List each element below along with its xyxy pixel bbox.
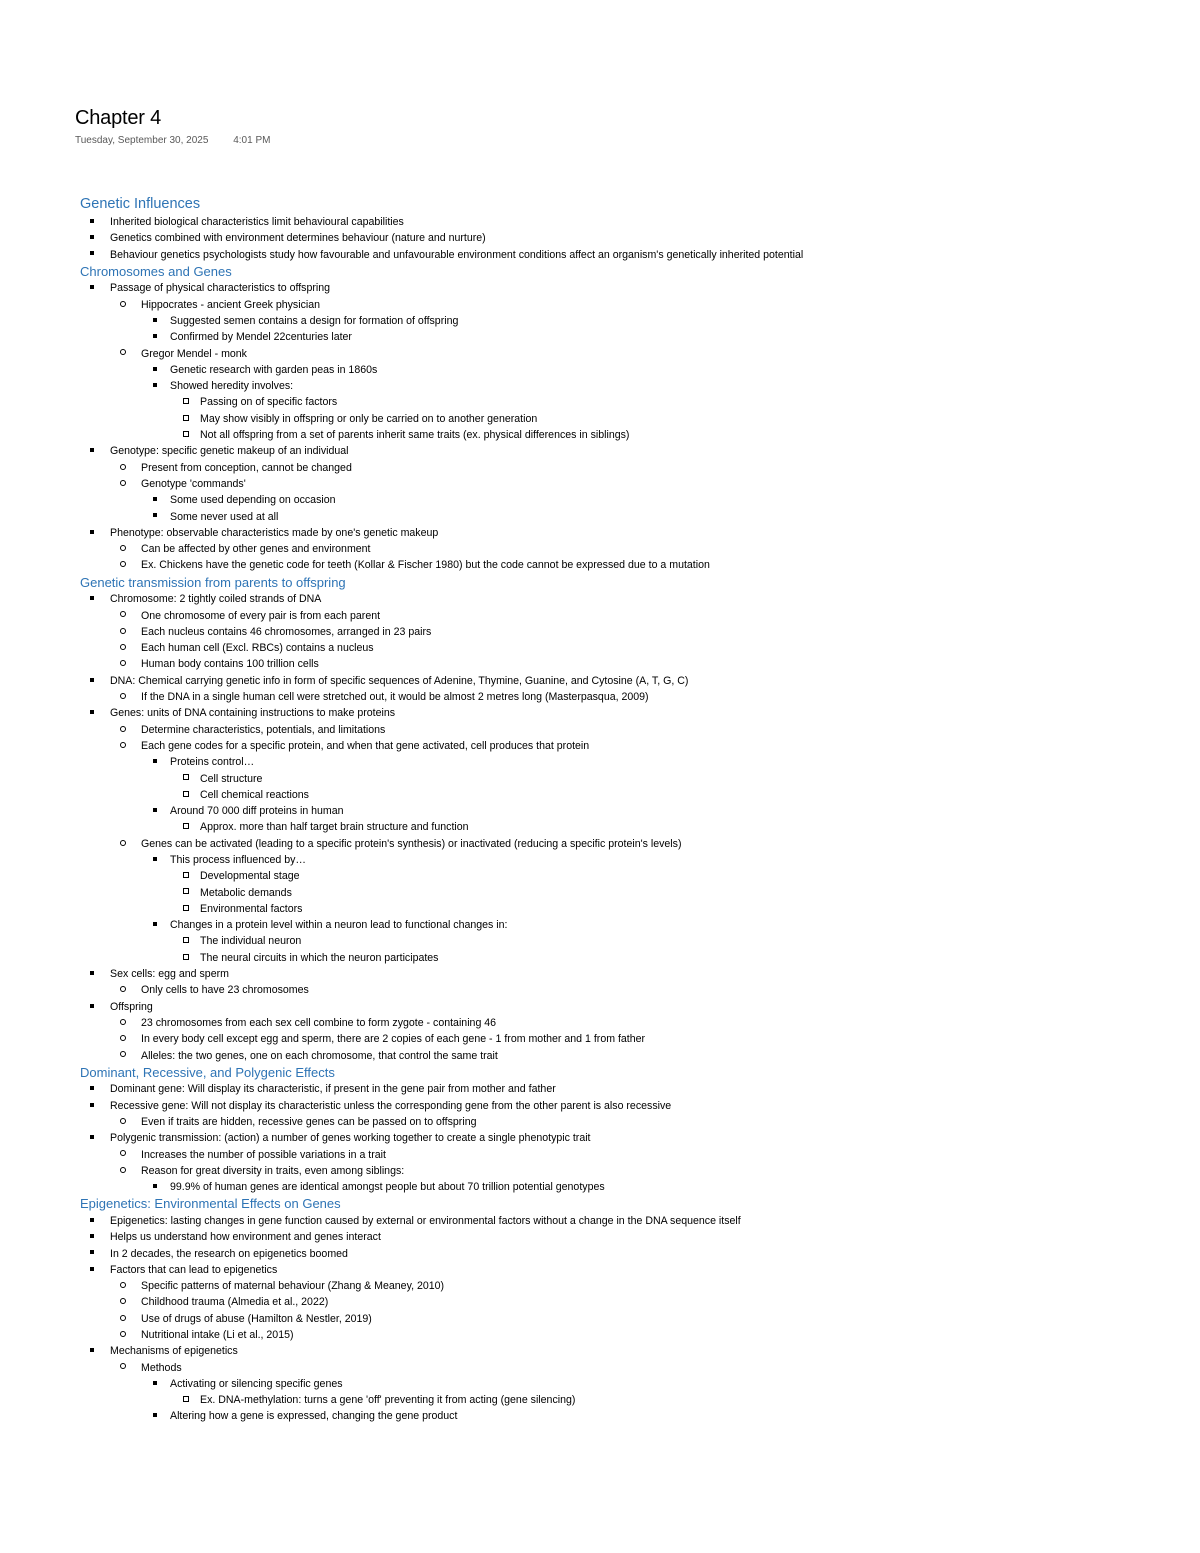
list-item[interactable]: [80, 297, 1140, 313]
list-item-text: Nutritional intake (Li et al., 2015): [141, 1329, 294, 1341]
list-item-text: Genetic research with garden peas in 1860s: [170, 363, 378, 376]
list-item[interactable]: [80, 836, 1140, 852]
list-item[interactable]: [80, 230, 1140, 246]
circle-bullet-icon: [120, 346, 126, 362]
list-item[interactable]: [80, 885, 1140, 901]
list-item[interactable]: [80, 966, 1140, 982]
bullet-shape: [90, 235, 94, 239]
square-bullet-icon: [90, 525, 94, 541]
bullet-shape: [90, 530, 94, 534]
square-bullet-icon: [153, 917, 157, 933]
list-item-text: Each nucleus contains 46 chromosomes, arranged in 23 pairs: [141, 625, 432, 638]
list-item[interactable]: [80, 1343, 1140, 1359]
square-bullet-icon: [90, 1246, 94, 1262]
circle-bullet-icon: [120, 608, 126, 624]
bullet-shape: [120, 693, 126, 699]
list-item-text: One chromosome of every pair is from each parent: [141, 609, 381, 622]
list-item-text: Helps us understand how environment and genes interact: [110, 1231, 381, 1244]
list-item-text: Methods: [141, 1361, 182, 1374]
list-item[interactable]: [80, 1163, 1140, 1179]
bullet-shape: [183, 774, 189, 780]
square-bullet-icon: [153, 1179, 157, 1195]
list-item-text: Activating or silencing specific genes: [170, 1377, 343, 1390]
list-item-text: Alleles: the two genes, one on each chromosome, that control the same trait: [141, 1049, 498, 1062]
bullet-shape: [153, 513, 157, 517]
list-item-text: Suggested semen contains a design for formation of offspring: [170, 314, 459, 327]
list-item-text: Behaviour genetics psychologists study how favourable and unfavourable environment conditions affect an organism's genetically inherited potential: [110, 248, 804, 261]
circle-bullet-icon: [120, 460, 126, 476]
hollow-square-bullet-icon: [183, 819, 189, 835]
square-bullet-icon: [90, 1081, 94, 1097]
bullet-shape: [90, 1086, 94, 1090]
list-item-text: Each gene codes for a specific protein, and when that gene activated, cell produces that protein: [141, 739, 590, 752]
list-item-text: May show visibly in offspring or only be carried on to another generation: [200, 412, 538, 425]
square-bullet-icon: [90, 966, 94, 982]
bullet-shape: [90, 285, 94, 289]
list-item-text: Proteins control…: [170, 756, 255, 769]
list-item-text: Reason for great diversity in traits, even among siblings:: [141, 1164, 405, 1177]
bullet-shape: [153, 1413, 157, 1417]
list-item-text: Offspring: [110, 1000, 153, 1013]
list-item-text: Increases the number of possible variations in a trait: [141, 1148, 386, 1161]
hollow-square-bullet-icon: [183, 933, 189, 949]
note-body[interactable]: [80, 195, 1140, 1425]
list-item[interactable]: [80, 999, 1140, 1015]
list-item[interactable]: [80, 982, 1140, 998]
square-bullet-icon: [90, 1262, 94, 1278]
list-item-text: DNA: Chemical carrying genetic info in form of specific sequences of Adenine, Thymine, Guanine, and Cytosine (A, T, G, C): [110, 674, 689, 687]
bullet-shape: [153, 318, 157, 322]
list-item-text: Genotype 'commands': [141, 477, 246, 490]
list-item-text: Not all offspring from a set of parents inherit same traits (ex. physical differences in siblings): [200, 429, 630, 442]
circle-bullet-icon: [120, 1311, 126, 1327]
list-item[interactable]: [80, 819, 1140, 835]
circle-bullet-icon: [120, 738, 126, 754]
circle-bullet-icon: [120, 1114, 126, 1130]
list-item-text: If the DNA in a single human cell were stretched out, it would be almost 2 metres long (Masterpasqua, 2009): [141, 691, 649, 704]
list-item-text: Even if traits are hidden, recessive genes can be passed on to offspring: [141, 1115, 477, 1128]
list-item-text: Some never used at all: [170, 510, 279, 523]
list-item-text: Developmental stage: [200, 870, 300, 883]
list-item-text: Ex. DNA-methylation: turns a gene 'off' preventing it from acting (gene silencing): [200, 1394, 576, 1407]
list-item-text: Genes can be activated (leading to a specific protein's synthesis) or inactivated (reducing a specific protein's levels): [141, 837, 682, 850]
list-item[interactable]: [80, 1213, 1140, 1229]
bullet-shape: [90, 710, 94, 714]
list-item[interactable]: [80, 557, 1140, 573]
list-item[interactable]: [80, 1015, 1140, 1031]
list-item[interactable]: [80, 460, 1140, 476]
square-bullet-icon: [153, 362, 157, 378]
bullet-shape: [120, 628, 126, 634]
list-item[interactable]: [80, 1114, 1140, 1130]
bullet-shape: [183, 431, 189, 437]
list-item-text: Genetics combined with environment determines behaviour (nature and nurture): [110, 232, 486, 245]
list-item-text: Polygenic transmission: (action) a number of genes working together to create a single phenotypic trait: [110, 1132, 591, 1145]
square-bullet-icon: [90, 1130, 94, 1146]
circle-bullet-icon: [120, 1163, 126, 1179]
bullet-shape: [120, 611, 126, 617]
bullet-shape: [90, 971, 94, 975]
bullet-shape: [120, 1167, 126, 1173]
list-item-text: Confirmed by Mendel 22centuries later: [170, 331, 352, 344]
list-item[interactable]: [80, 1246, 1140, 1262]
list-item[interactable]: [80, 705, 1140, 721]
list-item[interactable]: [80, 509, 1140, 525]
list-item[interactable]: [80, 1179, 1140, 1195]
bullet-shape: [183, 398, 189, 404]
list-item[interactable]: [80, 868, 1140, 884]
bullet-shape: [120, 726, 126, 732]
circle-bullet-icon: [120, 1327, 126, 1343]
circle-bullet-icon: [120, 476, 126, 492]
list-item-text: Cell chemical reactions: [200, 788, 309, 801]
list-item[interactable]: [80, 771, 1140, 787]
square-bullet-icon: [90, 591, 94, 607]
page-time: 4:01 PM: [233, 135, 271, 146]
bullet-shape: [120, 1150, 126, 1156]
bullet-shape: [90, 1135, 94, 1139]
circle-bullet-icon: [120, 1294, 126, 1310]
square-bullet-icon: [153, 1408, 157, 1424]
bullet-shape: [120, 660, 126, 666]
bullet-shape: [153, 497, 157, 501]
list-item-text: Childhood trauma (Almedia et al., 2022): [141, 1296, 329, 1309]
circle-bullet-icon: [120, 557, 126, 573]
list-item-text: Genes: units of DNA containing instructions to make proteins: [110, 707, 396, 720]
list-item-text: Environmental factors: [200, 902, 303, 915]
list-item[interactable]: [80, 608, 1140, 624]
bullet-shape: [153, 383, 157, 387]
bullet-shape: [90, 1348, 94, 1352]
list-item[interactable]: [80, 950, 1140, 966]
page-metadata: [75, 135, 270, 147]
list-item-text: Hippocrates - ancient Greek physician: [141, 298, 321, 311]
list-item[interactable]: [80, 689, 1140, 705]
circle-bullet-icon: [120, 1147, 126, 1163]
list-item[interactable]: [80, 1376, 1140, 1392]
hollow-square-bullet-icon: [183, 1392, 189, 1408]
bullet-shape: [90, 1004, 94, 1008]
list-item-text: Ex. Chickens have the genetic code for teeth (Kollar & Fischer 1980) but the code cannot be expressed due to a mutation: [141, 559, 710, 572]
list-item[interactable]: [80, 247, 1140, 263]
list-item[interactable]: [80, 1262, 1140, 1278]
list-item-text: Around 70 000 diff proteins in human: [170, 805, 344, 818]
section-heading: Genetic transmission from parents to offspring: [80, 574, 346, 590]
bullet-shape: [183, 954, 189, 960]
list-item[interactable]: [80, 280, 1140, 296]
square-bullet-icon: [90, 1343, 94, 1359]
bullet-shape: [153, 334, 157, 338]
bullet-shape: [120, 1282, 126, 1288]
hollow-square-bullet-icon: [183, 427, 189, 443]
bullet-shape: [90, 678, 94, 682]
list-item-text: Recessive gene: Will not display its characteristic unless the corresponding gene from the other parent is also recessive: [110, 1099, 672, 1112]
bullet-shape: [120, 986, 126, 992]
bullet-shape: [183, 415, 189, 421]
list-item[interactable]: [80, 394, 1140, 410]
list-item[interactable]: [80, 933, 1140, 949]
square-bullet-icon: [90, 705, 94, 721]
bullet-shape: [183, 1396, 189, 1402]
square-bullet-icon: [153, 754, 157, 770]
bullet-shape: [183, 872, 189, 878]
list-item[interactable]: [80, 1048, 1140, 1064]
square-bullet-icon: [90, 1098, 94, 1114]
bullet-shape: [183, 888, 189, 894]
list-item[interactable]: [80, 476, 1140, 492]
list-item[interactable]: [80, 1098, 1140, 1114]
bullet-shape: [90, 1267, 94, 1271]
list-item[interactable]: [80, 1031, 1140, 1047]
list-item-text: Changes in a protein level within a neuron lead to functional changes in:: [170, 919, 508, 932]
circle-bullet-icon: [120, 689, 126, 705]
list-item-text: Use of drugs of abuse (Hamilton & Nestler, 2019): [141, 1312, 372, 1325]
square-bullet-icon: [90, 247, 94, 263]
circle-bullet-icon: [120, 1360, 126, 1376]
bullet-shape: [120, 1118, 126, 1124]
square-bullet-icon: [153, 803, 157, 819]
bullet-shape: [183, 791, 189, 797]
bullet-shape: [90, 1234, 94, 1238]
hollow-square-bullet-icon: [183, 950, 189, 966]
list-item[interactable]: [80, 443, 1140, 459]
list-item-text: Chromosome: 2 tightly coiled strands of DNA: [110, 593, 322, 606]
list-item-text: Phenotype: observable characteristics made by one's genetic makeup: [110, 526, 439, 539]
list-item[interactable]: [80, 722, 1140, 738]
list-item[interactable]: [80, 411, 1140, 427]
bullet-shape: [120, 644, 126, 650]
square-bullet-icon: [153, 852, 157, 868]
bullet-shape: [120, 1298, 126, 1304]
circle-bullet-icon: [120, 624, 126, 640]
bullet-shape: [120, 301, 126, 307]
hollow-square-bullet-icon: [183, 885, 189, 901]
list-item[interactable]: [80, 362, 1140, 378]
list-item-text: Inherited biological characteristics limit behavioural capabilities: [110, 216, 404, 228]
bullet-shape: [120, 1051, 126, 1057]
square-bullet-icon: [90, 230, 94, 246]
list-item[interactable]: [80, 1392, 1140, 1408]
square-bullet-icon: [153, 378, 157, 394]
bullet-shape: [183, 937, 189, 943]
bullet-shape: [90, 1218, 94, 1222]
page-date: Tuesday, September 30, 2025: [75, 135, 209, 146]
list-item-text: Factors that can lead to epigenetics: [110, 1263, 278, 1276]
bullet-shape: [90, 448, 94, 452]
list-item[interactable]: [80, 901, 1140, 917]
circle-bullet-icon: [120, 1015, 126, 1031]
bullet-shape: [120, 1363, 126, 1369]
list-item-text: Passing on of specific factors: [200, 396, 338, 409]
list-item-text: Can be affected by other genes and environment: [141, 543, 371, 556]
list-item[interactable]: [80, 214, 1140, 230]
list-item-text: Showed heredity involves:: [170, 380, 294, 393]
square-bullet-icon: [90, 214, 94, 230]
circle-bullet-icon: [120, 982, 126, 998]
circle-bullet-icon: [120, 1278, 126, 1294]
bullet-shape: [183, 823, 189, 829]
list-item-text: Human body contains 100 trillion cells: [141, 658, 319, 671]
list-item[interactable]: [80, 640, 1140, 656]
list-item-text: This process influenced by…: [170, 853, 307, 866]
section-heading: Genetic Influences: [80, 196, 201, 212]
list-item[interactable]: [80, 346, 1140, 362]
list-item-text: Epigenetics: lasting changes in gene function caused by external or environmental factors without a change in the DNA sequence itself: [110, 1214, 741, 1227]
bullet-shape: [153, 922, 157, 926]
list-item[interactable]: [80, 591, 1140, 607]
circle-bullet-icon: [120, 1031, 126, 1047]
bullet-shape: [153, 808, 157, 812]
list-item[interactable]: [80, 1294, 1140, 1310]
list-item-text: Metabolic demands: [200, 886, 292, 899]
list-item[interactable]: [80, 738, 1140, 754]
hollow-square-bullet-icon: [183, 411, 189, 427]
list-item[interactable]: [80, 1130, 1140, 1146]
list-item[interactable]: [80, 1408, 1140, 1424]
bullet-shape: [183, 905, 189, 911]
hollow-square-bullet-icon: [183, 868, 189, 884]
list-item[interactable]: [80, 525, 1140, 541]
bullet-shape: [120, 1035, 126, 1041]
list-item[interactable]: [80, 1147, 1140, 1163]
circle-bullet-icon: [120, 722, 126, 738]
list-item-text: Each human cell (Excl. RBCs) contains a nucleus: [141, 642, 374, 655]
list-item[interactable]: [80, 917, 1140, 933]
square-bullet-icon: [153, 329, 157, 345]
list-item[interactable]: [80, 492, 1140, 508]
list-item-text: Present from conception, cannot be changed: [141, 461, 352, 474]
bullet-shape: [120, 545, 126, 551]
page-title[interactable]: Chapter 4: [75, 107, 162, 129]
bullet-shape: [90, 1250, 94, 1254]
list-item[interactable]: [80, 1327, 1140, 1343]
bullet-shape: [120, 464, 126, 470]
list-item-text: Passage of physical characteristics to offspring: [110, 282, 331, 295]
bullet-shape: [90, 596, 94, 600]
list-item-text: Specific patterns of maternal behaviour (Zhang & Meaney, 2010): [141, 1280, 445, 1293]
list-item-text: Some used depending on occasion: [170, 494, 336, 507]
square-bullet-icon: [153, 1376, 157, 1392]
bullet-shape: [153, 857, 157, 861]
bullet-shape: [120, 840, 126, 846]
bullet-shape: [120, 349, 126, 355]
list-item[interactable]: [80, 1229, 1140, 1245]
list-item-text: In every body cell except egg and sperm, there are 2 copies of each gene - 1 from mother and 1 from father: [141, 1033, 646, 1046]
list-item[interactable]: [80, 1278, 1140, 1294]
list-item-text: Dominant gene: Will display its characteristic, if present in the gene pair from mother and father: [110, 1083, 556, 1096]
hollow-square-bullet-icon: [183, 394, 189, 410]
list-item-text: 23 chromosomes from each sex cell combine to form zygote - containing 46: [141, 1016, 497, 1029]
list-item[interactable]: [80, 656, 1140, 672]
list-item-text: Altering how a gene is expressed, changing the gene product: [170, 1410, 458, 1423]
circle-bullet-icon: [120, 1048, 126, 1064]
list-item[interactable]: [80, 1311, 1140, 1327]
square-bullet-icon: [90, 443, 94, 459]
list-item[interactable]: [80, 541, 1140, 557]
list-item-text: Cell structure: [200, 772, 263, 785]
circle-bullet-icon: [120, 656, 126, 672]
square-bullet-icon: [90, 1213, 94, 1229]
section-heading: Epigenetics: Environmental Effects on Genes: [80, 1196, 341, 1212]
list-item-text: Determine characteristics, potentials, and limitations: [141, 723, 386, 736]
list-item[interactable]: [80, 329, 1140, 345]
list-item-text: 99.9% of human genes are identical amongst people but about 70 trillion potential genotypes: [170, 1181, 605, 1194]
bullet-shape: [120, 561, 126, 567]
bullet-shape: [153, 759, 157, 763]
square-bullet-icon: [90, 280, 94, 296]
list-item[interactable]: [80, 1360, 1140, 1376]
square-bullet-icon: [90, 999, 94, 1015]
bullet-shape: [90, 1103, 94, 1107]
list-item-text: Genotype: specific genetic makeup of an individual: [110, 445, 349, 458]
bullet-shape: [153, 367, 157, 371]
square-bullet-icon: [153, 509, 157, 525]
bullet-shape: [153, 1381, 157, 1385]
hollow-square-bullet-icon: [183, 787, 189, 803]
list-item[interactable]: [80, 673, 1140, 689]
list-item[interactable]: [80, 313, 1140, 329]
list-item[interactable]: [80, 803, 1140, 819]
square-bullet-icon: [90, 1229, 94, 1245]
bullet-shape: [120, 480, 126, 486]
section-heading: Dominant, Recessive, and Polygenic Effects: [80, 1064, 335, 1080]
list-item-text: In 2 decades, the research on epigenetics boomed: [110, 1247, 348, 1260]
square-bullet-icon: [153, 492, 157, 508]
list-item-text: Sex cells: egg and sperm: [110, 968, 229, 981]
bullet-shape: [153, 1184, 157, 1188]
square-bullet-icon: [90, 673, 94, 689]
bullet-shape: [120, 1331, 126, 1337]
circle-bullet-icon: [120, 836, 126, 852]
list-item[interactable]: [80, 624, 1140, 640]
section-heading: Chromosomes and Genes: [80, 263, 232, 279]
square-bullet-icon: [153, 313, 157, 329]
bullet-shape: [120, 1019, 126, 1025]
list-item-text: Gregor Mendel - monk: [141, 347, 247, 360]
list-item-text: Only cells to have 23 chromosomes: [141, 984, 309, 997]
circle-bullet-icon: [120, 640, 126, 656]
list-item-text: The individual neuron: [200, 935, 302, 948]
list-item-text: Approx. more than half target brain structure and function: [200, 821, 469, 834]
list-item[interactable]: [80, 378, 1140, 394]
list-item[interactable]: [80, 754, 1140, 770]
list-item-text: Mechanisms of epigenetics: [110, 1345, 238, 1358]
list-item[interactable]: [80, 787, 1140, 803]
bullet-shape: [90, 251, 94, 255]
list-item[interactable]: [80, 852, 1140, 868]
bullet-shape: [120, 742, 126, 748]
hollow-square-bullet-icon: [183, 771, 189, 787]
list-item[interactable]: [80, 427, 1140, 443]
bullet-shape: [120, 1315, 126, 1321]
bullet-shape: [90, 219, 94, 223]
hollow-square-bullet-icon: [183, 901, 189, 917]
circle-bullet-icon: [120, 297, 126, 313]
list-item-text: The neural circuits in which the neuron participates: [200, 951, 439, 964]
list-item[interactable]: [80, 1081, 1140, 1097]
circle-bullet-icon: [120, 541, 126, 557]
